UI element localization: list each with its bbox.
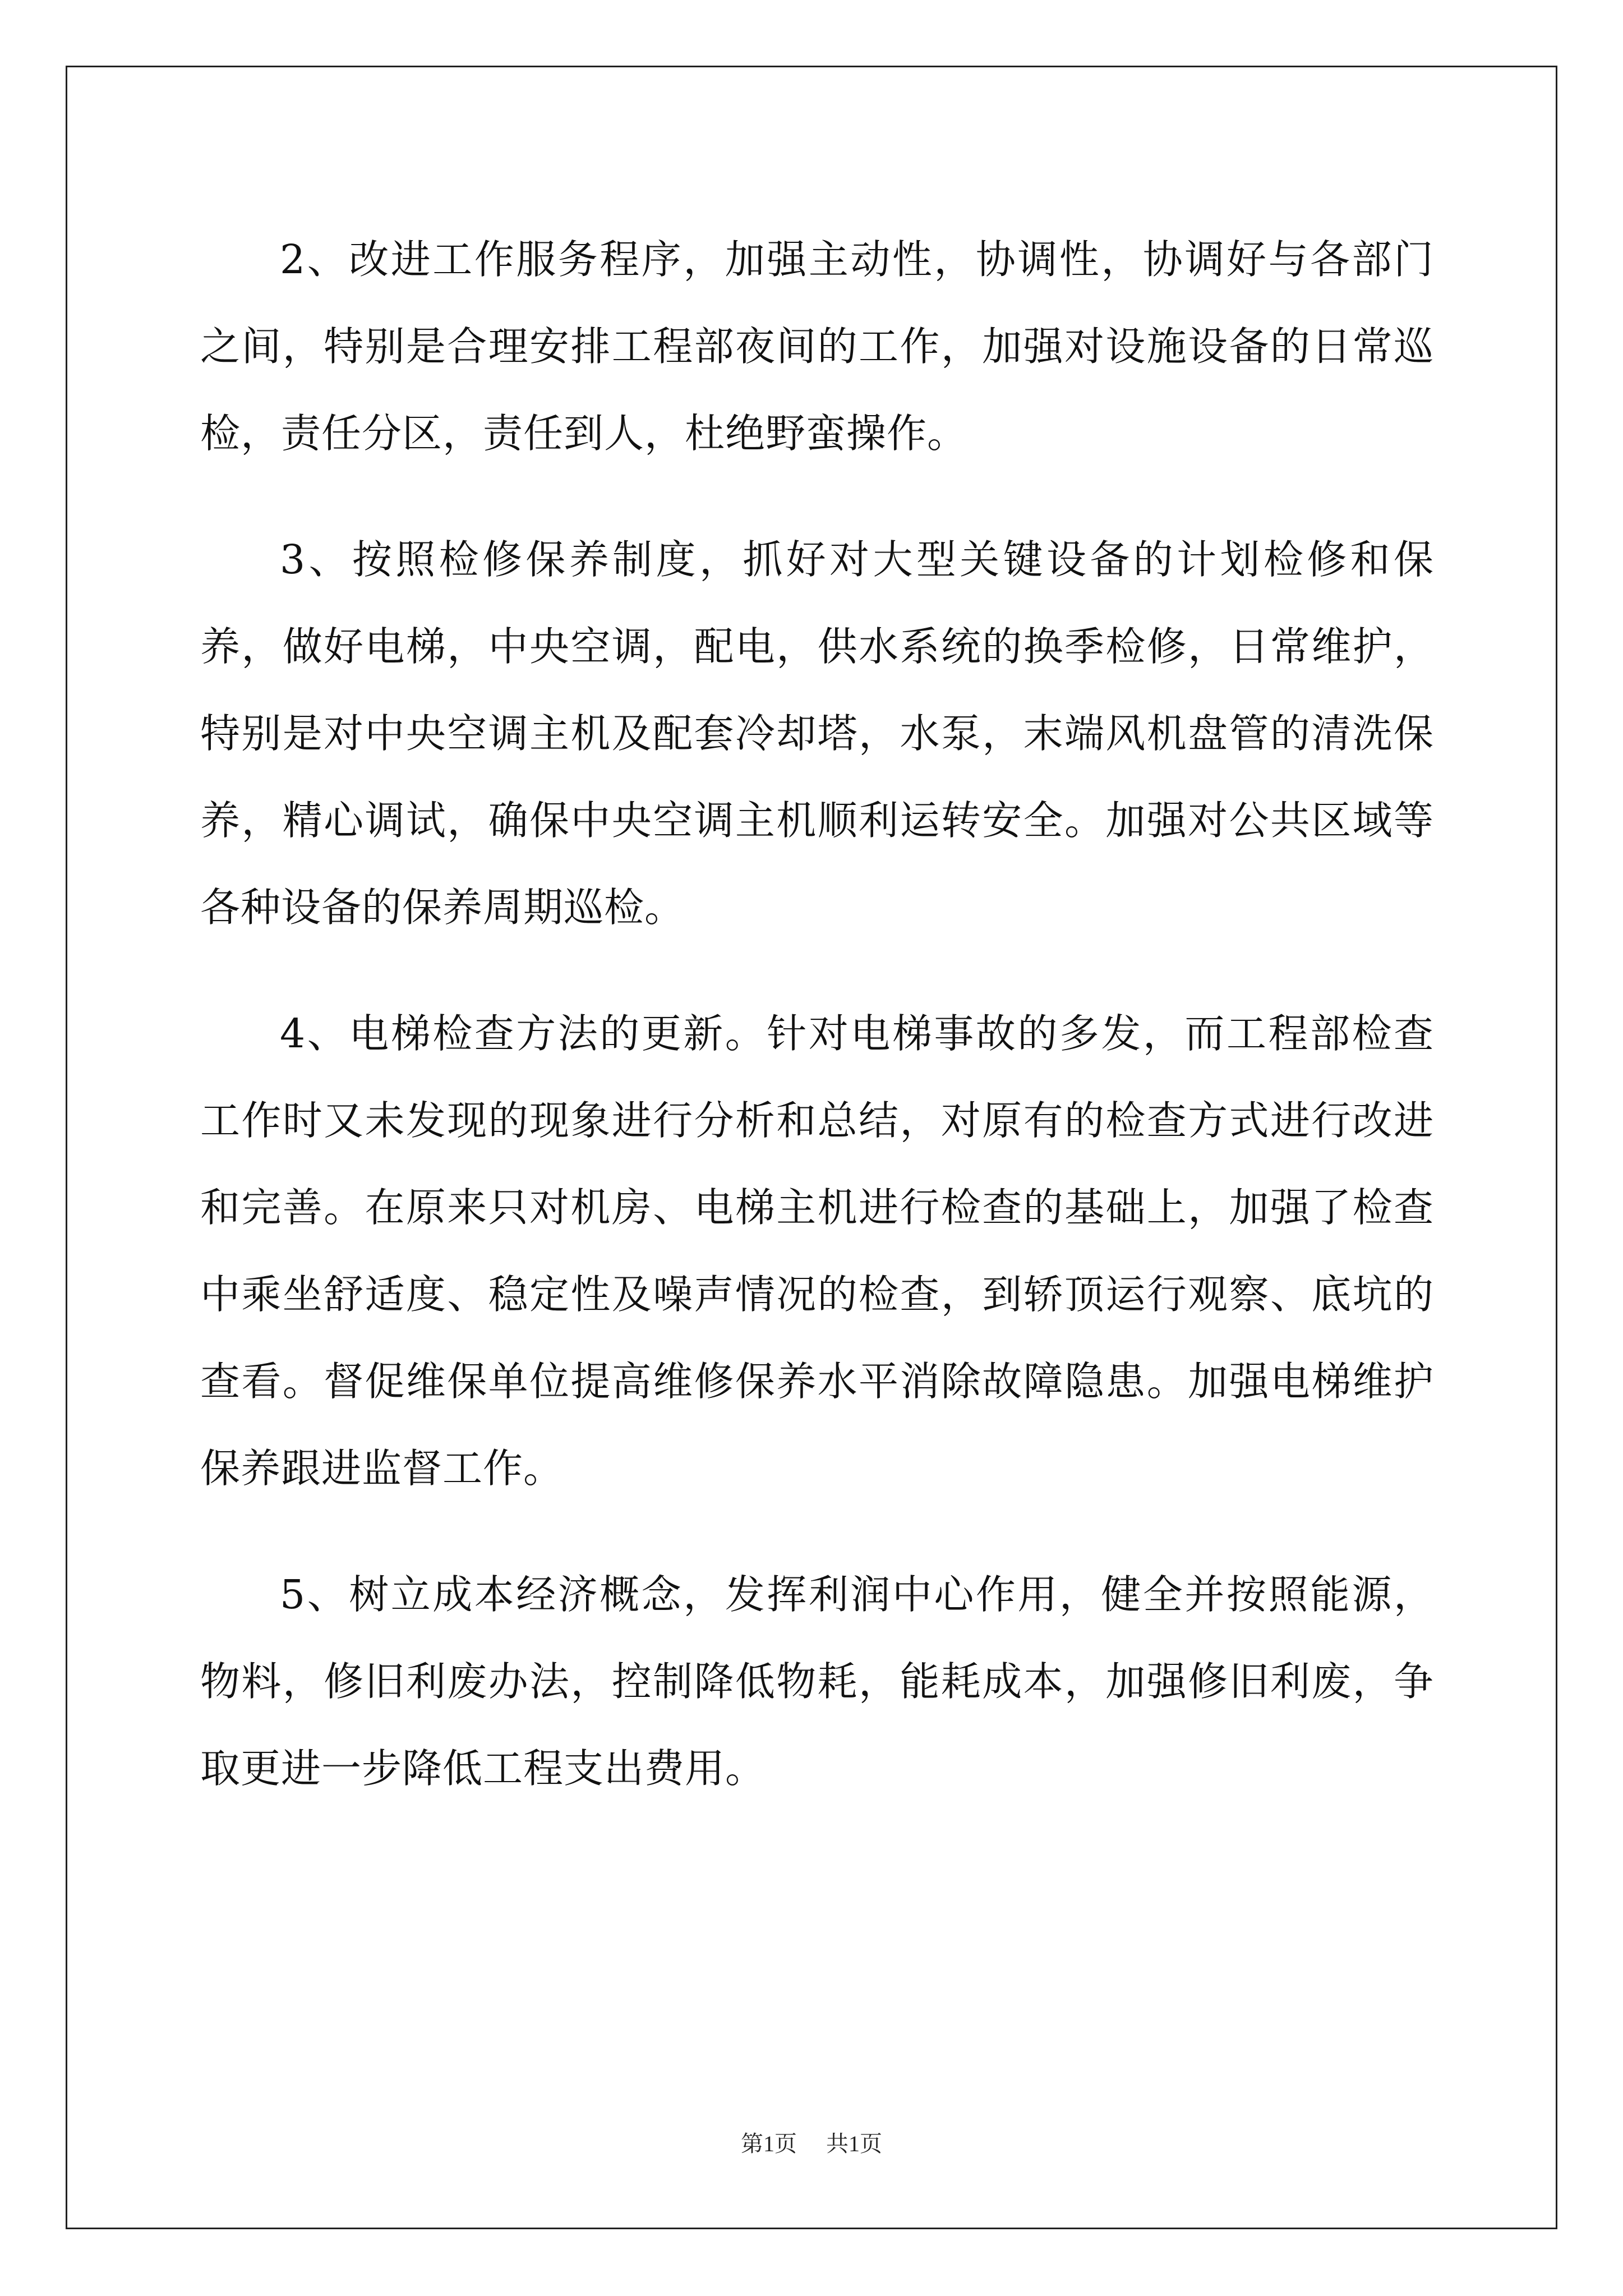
page-footer: [0, 2126, 1623, 2158]
page-number-current: 第1页: [741, 2131, 797, 2156]
paragraph-item-4: 4、电梯检查方法的更新。针对电梯事故的多发，而工程部检查工作时又未发现的现象进行分析和总结，对原有的检查方式进行改进和完善。在原来只对机房、电梯主机进行检查的基础上，加强了检查中乘坐舒适度、稳定性及噪声情况的检查，到轿顶运行观察、底坑的查看。督促维保单位提高维修保养水平消除故障隐患。加强电梯维护保养跟进监督工作。: [200, 1010, 1434, 1492]
paragraph-item-2: 2、改进工作服务程序，加强主动性，协调性，协调好与各部门之间，特别是合理安排工程部夜间的工作，加强对设施设备的日常巡检，责任分区，责任到人，杜绝野蛮操作。: [200, 236, 1434, 457]
page-number-total: 共1页: [826, 2131, 882, 2156]
document-body: [200, 216, 1434, 1851]
paragraph-item-5: 5、树立成本经济概念，发挥利润中心作用，健全并按照能源，物料，修旧利废办法，控制降低物耗，能耗成本，加强修旧利废，争取更进一步降低工程支出费用。: [200, 1571, 1434, 1792]
paragraph-item-3: 3、按照检修保养制度，抓好对大型关键设备的计划检修和保养，做好电梯，中央空调，配电，供水系统的换季检修，日常维护，特别是对中央空调主机及配套冷却塔，水泵，末端风机盘管的清洗保养，精心调试，确保中央空调主机顺利运转安全。加强对公共区域等各种设备的保养周期巡检。: [200, 536, 1434, 931]
